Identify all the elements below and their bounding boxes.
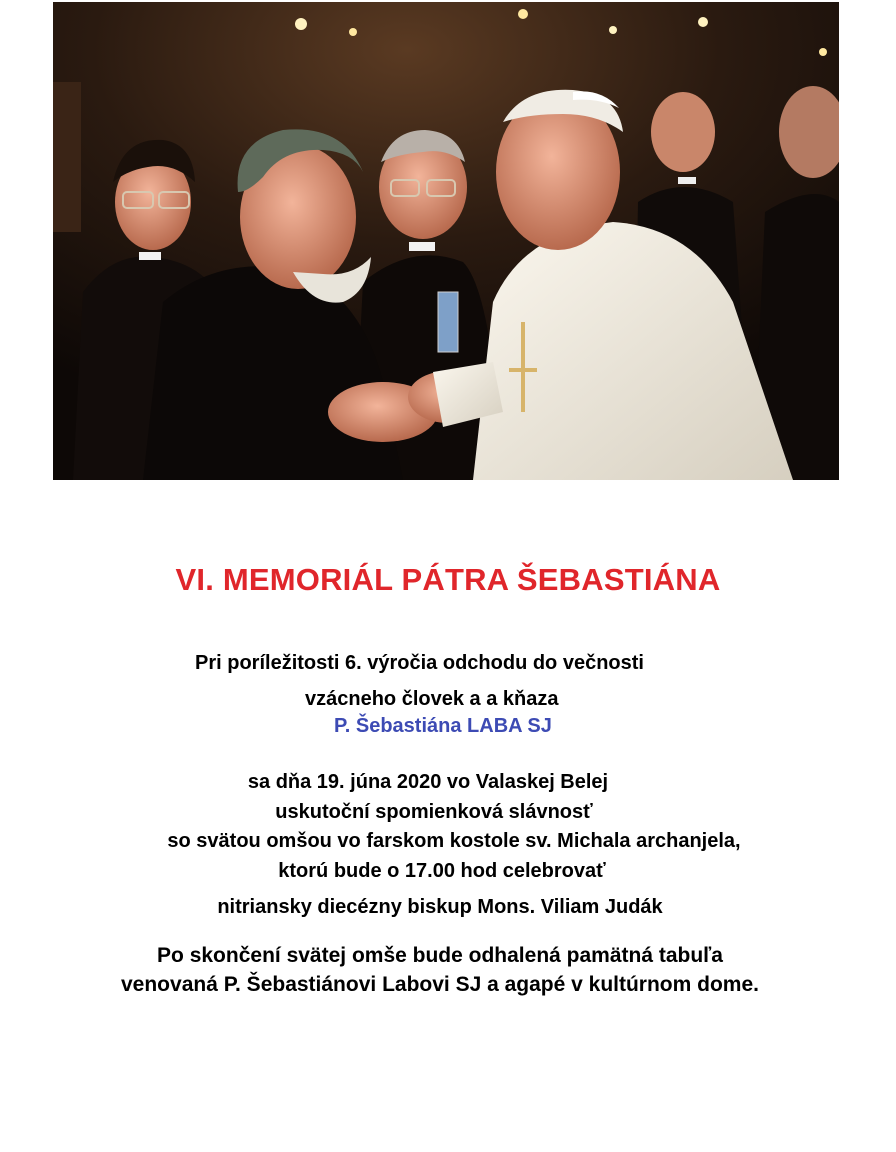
photo-of-clergy-greeting-icon — [53, 2, 839, 480]
event-line-celebrant: nitriansky diecézny biskup Mons. Viliam Judák — [217, 896, 663, 918]
closing-line-1: Po skončení svätej omše bude odhalená pamätná tabuľa — [157, 944, 723, 967]
intro-line-2: vzácneho človek a a kňaza — [305, 688, 559, 710]
event-line-date: sa dňa 19. júna 2020 vo Valaskej Belej — [247, 771, 609, 793]
event-line-time: ktorú bude o 17.00 hod celebrovať — [278, 860, 606, 882]
honoree-name: P. Šebastiána LABA SJ — [334, 715, 552, 737]
photo — [53, 2, 839, 480]
page-title: VI. MEMORIÁL PÁTRA ŠEBASTIÁNA — [175, 562, 721, 597]
closing-line-2: venovaná P. Šebastiánovi Labovi SJ a agapé v kultúrnom dome. — [121, 973, 759, 996]
event-line-mass: so svätou omšou vo farskom kostole sv. Michala archanjela, — [167, 830, 741, 852]
intro-line-1: Pri poríležitosti 6. výročia odchodu do večnosti — [195, 652, 644, 674]
event-line-ceremony: uskutoční spomienková slávnosť — [275, 801, 593, 823]
